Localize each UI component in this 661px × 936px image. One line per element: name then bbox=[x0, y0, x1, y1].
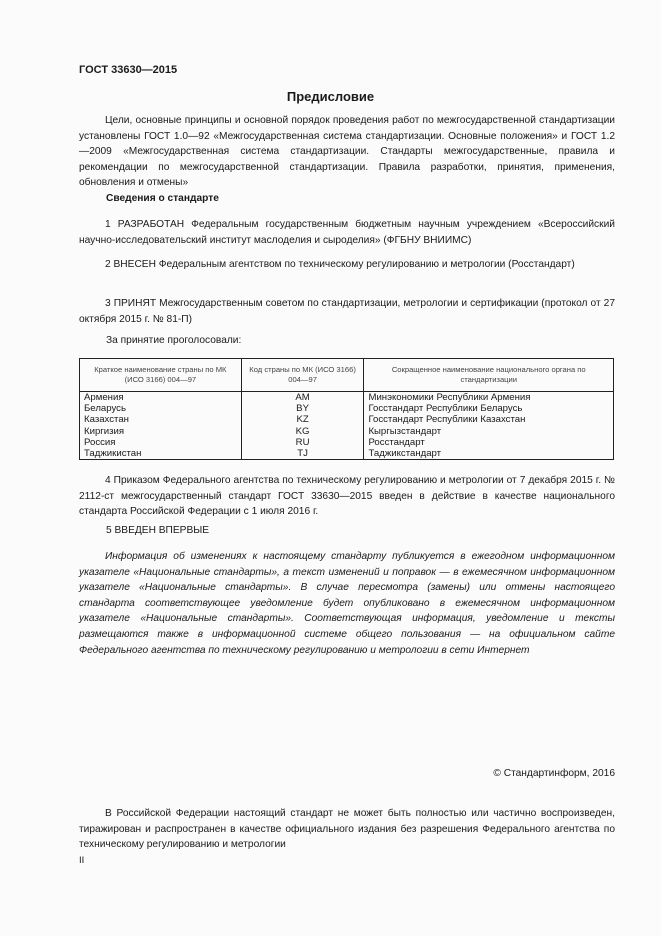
item-submitted: 2 ВНЕСЕН Федеральным агентством по техническому регулированию и метрологии (Росстандарт) bbox=[105, 259, 575, 270]
country-code: AM bbox=[241, 392, 364, 404]
table-row bbox=[80, 448, 614, 460]
voted-label: За принятие проголосовали: bbox=[106, 335, 242, 346]
document-code: ГОСТ 33630—2015 bbox=[79, 64, 178, 76]
standards-body: Кыргызстандарт bbox=[364, 426, 614, 437]
country-code: RU bbox=[241, 437, 364, 448]
table-row bbox=[80, 437, 614, 448]
country-code: KZ bbox=[241, 414, 364, 425]
country-name: Армения bbox=[80, 392, 242, 404]
section-heading: Сведения о стандарте bbox=[106, 193, 219, 204]
country-name: Таджикистан bbox=[80, 448, 242, 460]
standards-body: Минэкономики Республики Армения bbox=[364, 392, 614, 404]
item-first-introduced: 5 ВВЕДЕН ВПЕРВЫЕ bbox=[106, 525, 210, 536]
changes-information: Информация об изменениях к настоящему стандарту публикуется в ежегодном информационном указателе «Национальные стандарты», а текст изменений и поправок — в ежемесячном информационном указателе «Национальные стандарты». В случае пересмотра (замены) или отмены настоящего стандарта соответствующее уведомление будет опубликовано в ежемесячном информационном указателе «Национальные стандарты». Соответствующая информация, уведомление и тексты размещаются также в информационной системе общего пользования — на официальном сайте Федерального агентства по техническому регулированию и метрологии в сети Интернет bbox=[79, 551, 615, 656]
country-code: BY bbox=[241, 403, 364, 414]
table-header-code: Код страны по МК (ИСО 3166) 004—97 bbox=[241, 359, 364, 392]
item-enacted: 4 Приказом Федерального агентства по техническому регулированию и метрологии от 7 декабря 2015 г. № 2112-ст межгосударственный стандарт ГОСТ 33630—2015 введен в действие в качестве национального стандарта Российской Федерации с 1 июля 2016 г. bbox=[79, 475, 615, 518]
country-code: KG bbox=[241, 426, 364, 437]
country-name: Россия bbox=[80, 437, 242, 448]
voting-countries-table bbox=[79, 358, 614, 460]
table-header-body: Сокращенное наименование национального органа по стандартизации bbox=[364, 359, 614, 392]
country-name: Беларусь bbox=[80, 403, 242, 414]
table-row bbox=[80, 426, 614, 437]
item-adopted: 3 ПРИНЯТ Межгосударственным советом по стандартизации, метрологии и сертификации (протокол от 27 октября 2015 г. № 81-П) bbox=[79, 298, 615, 325]
copyright-notice: © Стандартинформ, 2016 bbox=[493, 768, 615, 779]
country-name: Киргизия bbox=[80, 426, 242, 437]
country-code: TJ bbox=[241, 448, 364, 460]
standards-body: Росстандарт bbox=[364, 437, 614, 448]
reproduction-notice: В Российской Федерации настоящий стандарт не может быть полностью или частично воспроизведен, тиражирован и распространен в качестве официального издания без разрешения Федерального агентства по техническому регулированию и метрологии bbox=[79, 808, 615, 851]
table-header-country: Краткое наименование страны по МК (ИСО 3166) 004—97 bbox=[80, 359, 242, 392]
standards-body: Госстандарт Республики Казахстан bbox=[364, 414, 614, 425]
standards-body: Госстандарт Республики Беларусь bbox=[364, 403, 614, 414]
page-number: II bbox=[79, 855, 85, 866]
intro-paragraph: Цели, основные принципы и основной порядок проведения работ по межгосударственной стандартизации установлены ГОСТ 1.0—92 «Межгосударственная система стандартизации. Основные положения» и ГОСТ 1.2—2009 «Межгосударственная система стандартизации. Стандарты межгосударственные, правила и рекомендации по межгосударственной стандартизации. Правила разработки, принятия, применения, обновления и отмены» bbox=[79, 115, 615, 189]
page-title: Предисловие bbox=[286, 89, 375, 104]
item-developed: 1 РАЗРАБОТАН Федеральным государственным бюджетным научным учреждением «Всероссийский научно-исследовательский институт маслоделия и сыроделия» (ФГБНУ ВНИИМС) bbox=[79, 219, 615, 246]
table-row bbox=[80, 392, 614, 404]
table-row bbox=[80, 403, 614, 414]
country-name: Казахстан bbox=[80, 414, 242, 425]
table-row bbox=[80, 414, 614, 425]
standards-body: Таджикстандарт bbox=[364, 448, 614, 460]
